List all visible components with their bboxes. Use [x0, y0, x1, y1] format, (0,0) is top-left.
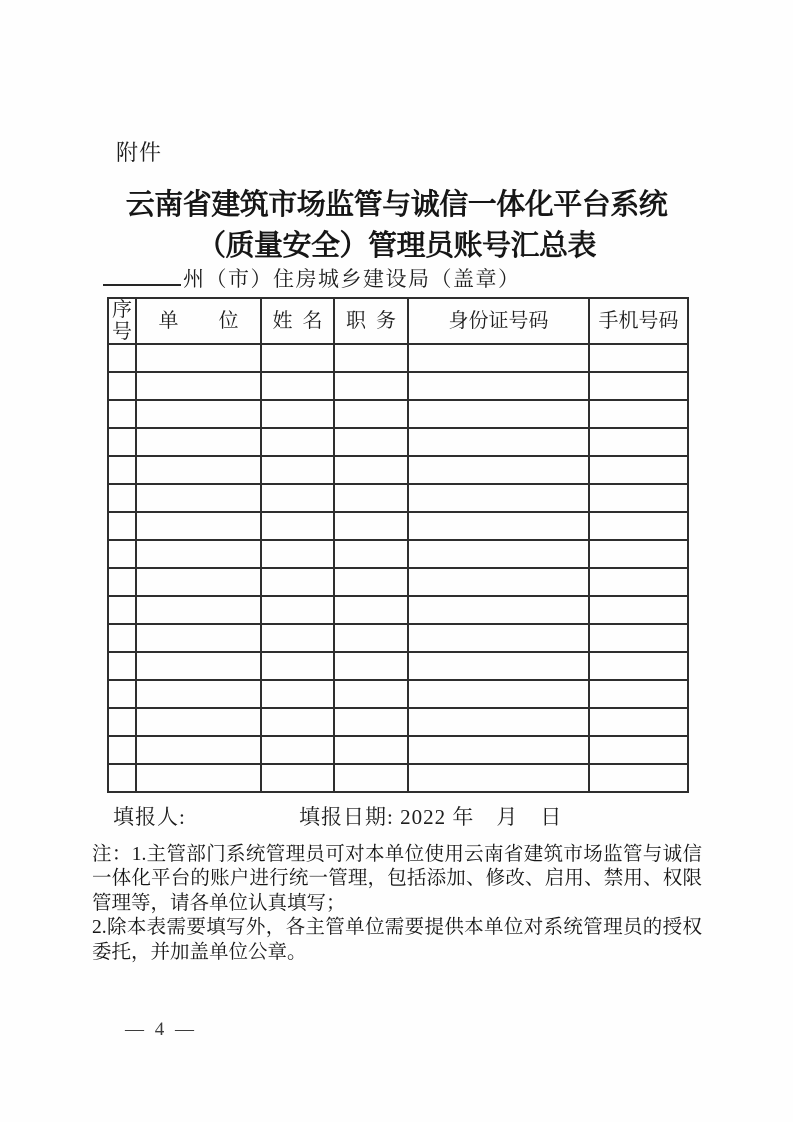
fill-date-label: 填报日期: 2022 年 月 日: [299, 805, 563, 829]
empty-cell: [334, 764, 408, 792]
empty-cell: [334, 484, 408, 512]
note-line-2: 一体化平台的账户进行统一管理，包括添加、修改、启用、禁用、权限: [92, 868, 702, 890]
empty-cell: [108, 344, 136, 372]
empty-cell: [261, 512, 334, 540]
empty-cell: [136, 568, 261, 596]
table-row: [108, 484, 688, 512]
empty-cell: [136, 680, 261, 708]
empty-cell: [589, 484, 688, 512]
empty-cell: [261, 344, 334, 372]
empty-cell: [589, 596, 688, 624]
empty-cell: [261, 568, 334, 596]
note-line-4: 2.除本表需要填写外，各主管单位需要提供本单位对系统管理员的授权: [92, 917, 702, 939]
empty-cell: [136, 512, 261, 540]
empty-cell: [408, 484, 589, 512]
empty-cell: [408, 596, 589, 624]
document-title-line1: 云南省建筑市场监管与诚信一体化平台系统: [125, 189, 668, 221]
filler-label: 填报人:: [113, 805, 186, 829]
empty-cell: [408, 736, 589, 764]
table-row: [108, 652, 688, 680]
document-title-line2: （质量安全）管理员账号汇总表: [196, 230, 596, 262]
empty-cell: [589, 344, 688, 372]
empty-cell: [589, 708, 688, 736]
empty-cell: [589, 372, 688, 400]
table-row: [108, 428, 688, 456]
header-cell-name: 姓 名: [261, 298, 334, 344]
empty-cell: [108, 680, 136, 708]
header-cell-id-number: 身份证号码: [408, 298, 589, 344]
empty-cell: [589, 540, 688, 568]
empty-cell: [136, 596, 261, 624]
empty-cell: [108, 764, 136, 792]
empty-cell: [334, 456, 408, 484]
empty-cell: [334, 736, 408, 764]
empty-cell: [334, 568, 408, 596]
empty-cell: [261, 372, 334, 400]
empty-cell: [408, 428, 589, 456]
empty-cell: [334, 400, 408, 428]
empty-cell: [334, 428, 408, 456]
empty-cell: [589, 456, 688, 484]
empty-cell: [136, 540, 261, 568]
empty-cell: [408, 540, 589, 568]
table-row: [108, 372, 688, 400]
empty-cell: [408, 568, 589, 596]
empty-cell: [589, 680, 688, 708]
empty-cell: [136, 456, 261, 484]
empty-cell: [136, 764, 261, 792]
empty-cell: [261, 764, 334, 792]
empty-cell: [408, 708, 589, 736]
empty-cell: [108, 456, 136, 484]
empty-cell: [108, 568, 136, 596]
empty-cell: [589, 428, 688, 456]
empty-cell: [408, 372, 589, 400]
empty-cell: [334, 652, 408, 680]
header-cell-phone-number: 手机号码: [589, 298, 688, 344]
empty-cell: [334, 708, 408, 736]
empty-cell: [408, 680, 589, 708]
empty-cell: [589, 512, 688, 540]
empty-cell: [261, 540, 334, 568]
empty-cell: [261, 484, 334, 512]
empty-cell: [334, 680, 408, 708]
note-line-3: 管理等，请各单位认真填写；: [92, 892, 346, 914]
empty-cell: [136, 652, 261, 680]
note-line-1: 注：1.主管部门系统管理员可对本单位使用云南省建筑市场监管与诚信: [92, 844, 702, 865]
table-row: [108, 512, 688, 540]
empty-cell: [589, 624, 688, 652]
empty-cell: [108, 512, 136, 540]
table-row: [108, 680, 688, 708]
table-row: [108, 568, 688, 596]
empty-cell: [108, 624, 136, 652]
table-row: [108, 596, 688, 624]
empty-cell: [136, 708, 261, 736]
table-row: [108, 540, 688, 568]
empty-cell: [334, 596, 408, 624]
empty-cell: [108, 708, 136, 736]
empty-cell: [334, 540, 408, 568]
empty-cell: [108, 400, 136, 428]
empty-cell: [261, 456, 334, 484]
empty-cell: [408, 764, 589, 792]
empty-cell: [334, 624, 408, 652]
fill-in-line: [0, 801, 793, 829]
empty-cell: [408, 512, 589, 540]
subtitle-text: 州（市）住房城乡建设局（盖章）: [183, 267, 521, 291]
empty-cell: [108, 372, 136, 400]
table-row: [108, 400, 688, 428]
empty-cell: [408, 624, 589, 652]
empty-cell: [334, 512, 408, 540]
empty-cell: [136, 400, 261, 428]
empty-cell: [108, 428, 136, 456]
attachment-label: 附件: [116, 140, 163, 165]
empty-cell: [589, 764, 688, 792]
empty-cell: [589, 400, 688, 428]
empty-cell: [261, 708, 334, 736]
empty-cell: [334, 344, 408, 372]
header-cell-unit: 单 位: [136, 298, 261, 344]
empty-cell: [589, 736, 688, 764]
empty-cell: [108, 484, 136, 512]
empty-cell: [408, 456, 589, 484]
empty-cell: [136, 372, 261, 400]
empty-cell: [261, 652, 334, 680]
table-header-row: [108, 298, 688, 344]
empty-cell: [136, 736, 261, 764]
empty-cell: [136, 344, 261, 372]
empty-cell: [261, 624, 334, 652]
empty-cell: [334, 372, 408, 400]
empty-cell: [108, 540, 136, 568]
empty-cell: [589, 652, 688, 680]
empty-cell: [408, 400, 589, 428]
page-number: — 4 —: [125, 1019, 197, 1040]
empty-cell: [408, 344, 589, 372]
table-row: [108, 344, 688, 372]
table-row: [108, 764, 688, 792]
admin-account-table: [107, 297, 689, 793]
empty-cell: [136, 428, 261, 456]
blank-fill-underline: [103, 263, 181, 286]
header-cell-position: 职 务: [334, 298, 408, 344]
empty-cell: [136, 484, 261, 512]
empty-cell: [261, 400, 334, 428]
empty-cell: [108, 652, 136, 680]
empty-cell: [261, 428, 334, 456]
table-row: [108, 456, 688, 484]
empty-cell: [261, 596, 334, 624]
empty-cell: [589, 568, 688, 596]
table-row: [108, 736, 688, 764]
empty-cell: [261, 680, 334, 708]
notes-section: [92, 843, 702, 965]
empty-cell: [261, 736, 334, 764]
header-cell-seq-no: 序号: [108, 298, 136, 344]
empty-cell: [108, 596, 136, 624]
empty-cell: [136, 624, 261, 652]
empty-cell: [108, 736, 136, 764]
table-row: [108, 708, 688, 736]
table-row: [108, 624, 688, 652]
note-line-5: 委托，并加盖单位公章。: [92, 941, 307, 963]
subtitle-line: [103, 263, 521, 293]
empty-cell: [408, 652, 589, 680]
